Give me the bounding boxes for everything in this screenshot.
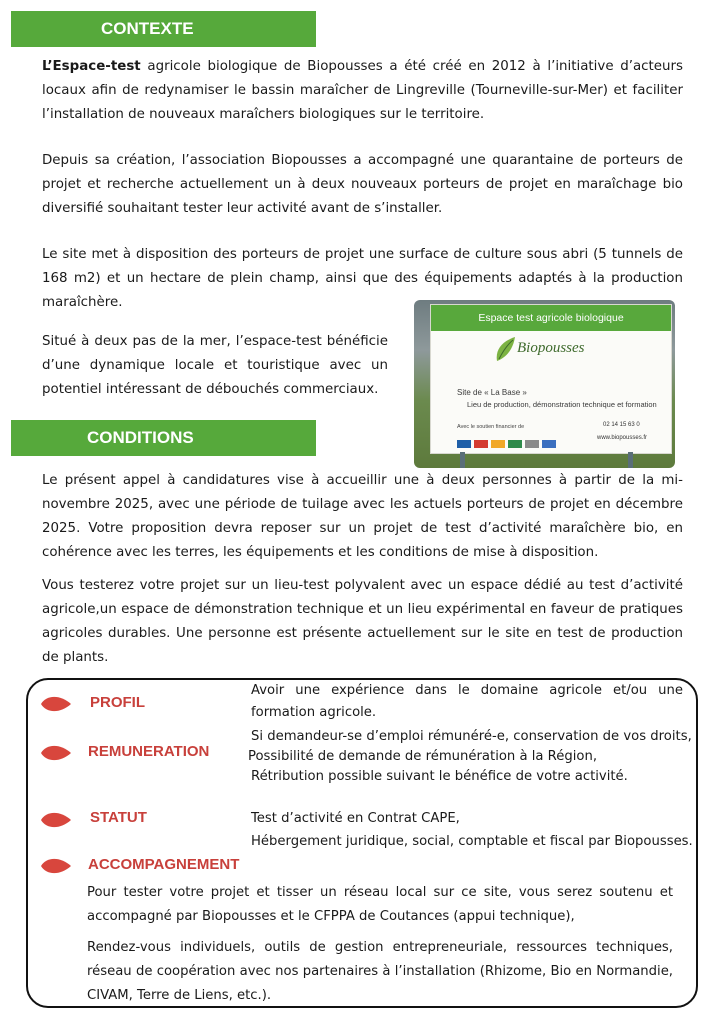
remuneration-line-1: Si demandeur-se d’emploi rémunéré-e, conservation de vos droits, [251,729,692,744]
contexte-paragraph-4: Situé à deux pas de la mer, l’espace-test bénéficie d’une dynamique locale et touristique avec un potentiel intéressant de débouchés commerciaux. [42,334,388,397]
profil-line-2: formation agricole. [251,705,377,720]
sign-board [430,304,672,454]
sign-post-left [460,452,465,468]
remuneration-line-2: Possibilité de demande de rémunération à la Région, [248,749,598,764]
sign-lieu-text: Lieu de production, démonstration technique et formation [467,400,657,409]
site-sign-photo [414,300,675,468]
red-leaf-marker-icon [40,743,72,763]
contexte-paragraph-1 [42,55,683,127]
red-leaf-marker-icon [40,810,72,830]
accompagnement-paragraph-2: Rendez-vous individuels, outils de gestion entrepreneuriale, ressources techniques, réseau de coopération avec nos partenaires à l’installation (Rhizome, Bio en Normandie, CIVAM, Terre de Liens, etc.). [87,940,673,1003]
leaf-logo-icon [493,335,519,365]
biopousses-logo-text: Biopousses [517,340,585,356]
espace-test-bold: L’Espace-test [42,59,141,74]
sign-phone-text: 02 14 15 63 0 [603,422,640,428]
statut-line-2: Hébergement juridique, social, comptable et fiscal par Biopousses. [251,834,693,849]
red-leaf-marker-icon [40,694,72,714]
conditions-title: CONDITIONS [87,428,194,447]
profil-line-1: Avoir une expérience dans le domaine agricole et/ou une [251,683,683,698]
sign-support-text: Avec le soutien financier de [457,424,525,430]
contexte-paragraph-2: Depuis sa création, l’association Biopousses a accompagné une quarantaine de porteurs de projet et recherche actuellement un à deux nouveaux porteurs de projet en maraîchage bio diversifié souhaitant tester leur activité avant de s’installer. [42,153,683,216]
partner-logos [457,433,559,457]
sign-web-text: www.biopousses.fr [597,435,648,441]
sign-post-right [628,452,633,468]
contexte-paragraph-1-text: agricole biologique de Biopousses a été créé en 2012 à l’initiative d’acteurs locaux afin de redynamiser le bassin maraîcher de Lingreville (Tourneville-sur-Mer) et faciliter l’installation de nouveaux maraîchers biologiques sur le territoire. [42,59,683,122]
contexte-paragraph-3: Le site met à disposition des porteurs de projet une surface de culture sous abri (5 tunnels de 168 m2) et un hectare de plein champ, ainsi que des équipements adaptés à la production maraîchère. [42,247,683,310]
accompagnement-label: ACCOMPAGNEMENT [88,856,240,873]
remuneration-line-3: Rétribution possible suivant le bénéfice de votre activité. [251,769,628,784]
red-leaf-marker-icon [40,856,72,876]
conditions-paragraph-2: Vous testerez votre projet sur un lieu-test polyvalent avec un espace dédié au test d’activité agricole,un espace de démonstration technique et un lieu expérimental en faveur de pratiques agricoles durables. Une personne est présente actuellement sur le site en test de production de plants. [42,578,683,665]
profil-label: PROFIL [90,694,145,711]
conditions-paragraph-1: Le présent appel à candidatures vise à accueillir une à deux personnes à partir de la mi-novembre 2025, avec une période de tuilage avec les actuels porteurs de projet en décembre 2025. Votre proposition devra reposer sur un projet de test d’activité maraîchère bio, en cohérence avec les terres, les équipements et les conditions de mise à disposition. [42,473,683,560]
contexte-banner [11,11,316,47]
statut-label: STATUT [90,809,147,826]
remuneration-label: REMUNERATION [88,743,210,760]
conditions-banner [11,420,316,456]
accompagnement-paragraph-1: Pour tester votre projet et tisser un réseau local sur ce site, vous serez soutenu et accompagné par Biopousses et le CFPPA de Coutances (appui technique), [87,885,673,924]
sign-title: Espace test agricole biologique [431,305,671,331]
contexte-title: CONTEXTE [101,19,194,38]
sign-site-text: Site de « La Base » [457,388,527,397]
statut-line-1: Test d’activité en Contrat CAPE, [251,811,460,826]
